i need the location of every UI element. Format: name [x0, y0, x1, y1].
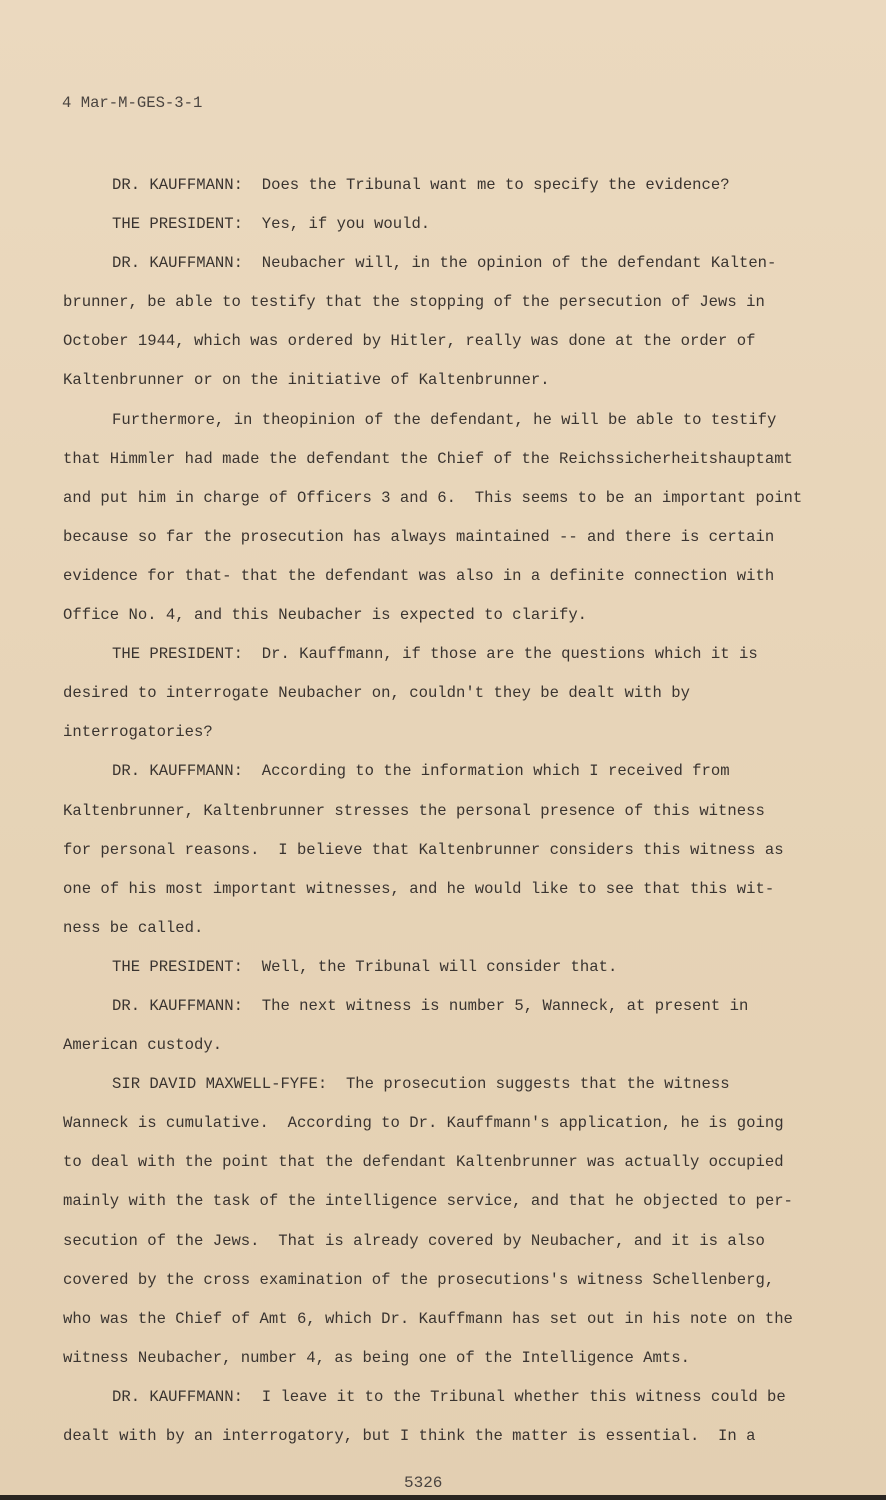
- text-line: DR. KAUFFMANN: Neubacher will, in the opinion of the defendant Kalten-: [112, 254, 777, 273]
- text-line: that Himmler had made the defendant the Chief of the Reichssicherheitshauptamt: [63, 449, 793, 468]
- text-line: because so far the prosecution has always maintained -- and there is certain: [63, 527, 775, 546]
- text-line: Office No. 4, and this Neubacher is expected to clarify.: [63, 606, 588, 625]
- text-line: and put him in charge of Officers 3 and 6. This seems to be an important point: [63, 488, 803, 507]
- text-line: Kaltenbrunner or on the initiative of Kaltenbrunner.: [63, 371, 550, 390]
- text-line: ness be called.: [63, 918, 204, 937]
- text-line: DR. KAUFFMANN: The next witness is number 5, Wanneck, at present in: [112, 996, 749, 1015]
- text-line: DR. KAUFFMANN: According to the information which I received from: [112, 762, 730, 781]
- text-line: Furthermore, in theopinion of the defendant, he will be able to testify: [112, 410, 777, 429]
- text-line: mainly with the task of the intelligence service, and that he objected to per-: [63, 1192, 793, 1211]
- text-line: DR. KAUFFMANN: I leave it to the Tribunal whether this witness could be: [112, 1387, 786, 1406]
- page-number: 5326: [404, 1474, 443, 1492]
- text-line: brunner, be able to testify that the stopping of the persecution of Jews in: [63, 293, 765, 312]
- text-line: secution of the Jews. That is already covered by Neubacher, and it is also: [63, 1231, 765, 1250]
- document-reference: 4 Mar-M-GES-3-1: [62, 94, 203, 112]
- text-line: dealt with by an interrogatory, but I think the matter is essential. In a: [63, 1427, 756, 1445]
- text-line: desired to interrogate Neubacher on, couldn't they be dealt with by: [63, 684, 690, 703]
- text-line: to deal with the point that the defendant Kaltenbrunner was actually occupied: [63, 1153, 784, 1172]
- text-line: covered by the cross examination of the prosecutions's witness Schellenberg,: [63, 1270, 775, 1289]
- text-line: THE PRESIDENT: Dr. Kauffmann, if those are the questions which it is: [112, 645, 758, 664]
- page-bottom-edge: [0, 1495, 886, 1500]
- text-line: evidence for that- that the defendant was also in a definite connection with: [63, 566, 775, 585]
- text-line: Wanneck is cumulative. According to Dr. Kauffmann's application, he is going: [63, 1114, 784, 1133]
- text-line: witness Neubacher, number 4, as being one of the Intelligence Amts.: [63, 1348, 690, 1367]
- text-line: DR. KAUFFMANN: Does the Tribunal want me to specify the evidence?: [112, 176, 730, 194]
- text-line: for personal reasons. I believe that Kaltenbrunner considers this witness as: [63, 840, 784, 859]
- text-line: THE PRESIDENT: Yes, if you would.: [112, 215, 431, 234]
- text-line: October 1944, which was ordered by Hitler, really was done at the order of: [63, 332, 756, 351]
- text-line: who was the Chief of Amt 6, which Dr. Kauffmann has set out in his note on the: [63, 1309, 793, 1328]
- text-line: SIR DAVID MAXWELL-FYFE: The prosecution suggests that the witness: [112, 1075, 730, 1094]
- text-line: American custody.: [63, 1036, 223, 1055]
- text-line: one of his most important witnesses, and he would like to see that this wit-: [63, 879, 775, 898]
- text-line: interrogatories?: [63, 723, 213, 742]
- document-body: [63, 166, 843, 1456]
- text-line: Kaltenbrunner, Kaltenbrunner stresses the personal presence of this witness: [63, 801, 765, 820]
- text-line: THE PRESIDENT: Well, the Tribunal will consider that.: [112, 957, 618, 976]
